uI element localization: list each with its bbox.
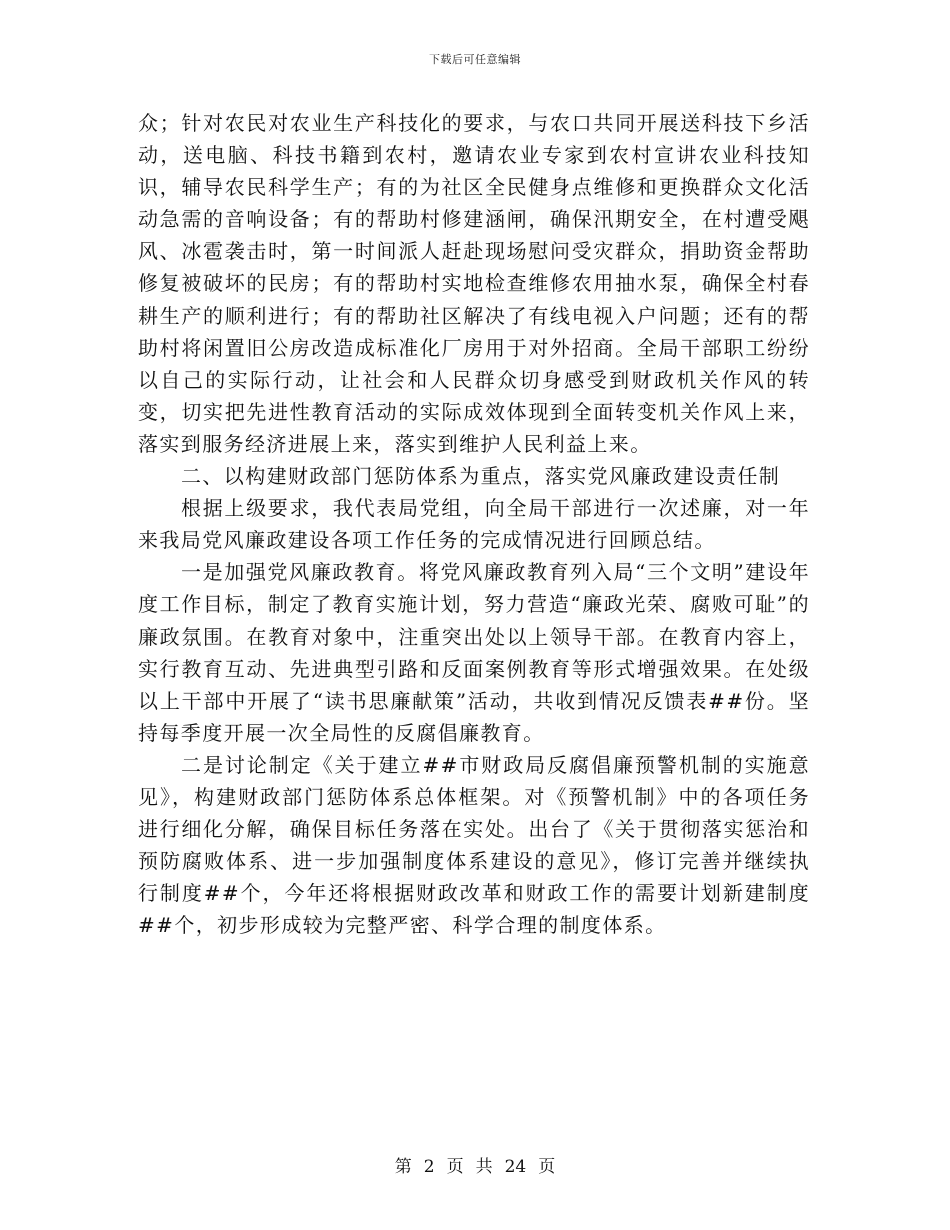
- footer-total-word: 共: [475, 1157, 493, 1177]
- document-body: [138, 107, 810, 941]
- footer-total-unit: 页: [538, 1157, 556, 1177]
- footer-page-word: 第: [394, 1157, 412, 1177]
- paragraph-item-two: 二是讨论制定《关于建立##市财政局反腐倡廉预警机制的实施意见》，构建财政部门惩防体系总体框架。对《预警机制》中的各项任务进行细化分解，确保目标任务落在实处。出台了《关于贯彻落实惩治和预防腐败体系、进一步加强制度体系建设的意见》，修订完善并继续执行制度##个，今年还将根据财政改革和财政工作的需要计划新建制度##个，初步形成较为完整严密、科学合理的制度体系。: [138, 752, 810, 938]
- paragraph-continuation: 众；针对农民对农业生产科技化的要求，与农口共同开展送科技下乡活动，送电脑、科技书籍到农村，邀请农业专家到农村宣讲农业科技知识，辅导农民科学生产；有的为社区全民健身点维修和更换群众文化活动急需的音响设备；有的帮助村修建涵闸，确保汛期安全，在村遭受飓风、冰雹袭击时，第一时间派人赶赴现场慰问受灾群众，捐助资金帮助修复被破坏的民房；有的帮助村实地检查维修农用抽水泵，确保全村春耕生产的顺利进行；有的帮助社区解决了有线电视入户问题；还有的帮助村将闲置旧公房改造成标准化厂房用于对外招商。全局干部职工纷纷以自己的实际行动，让社会和人民群众切身感受到财政机关作风的转变，切实把先进性教育活动的实际成效体现到全面转变机关作风上来，落实到服务经济进展上来，落实到维护人民利益上来。: [138, 111, 810, 456]
- paragraph-intro: 根据上级要求，我代表局党组，向全局干部进行一次述廉，对一年来我局党风廉政建设各项工作任务的完成情况进行回顾总结。: [138, 496, 810, 553]
- footer-total-pages: 24: [504, 1157, 527, 1177]
- paragraph-item-one: 一是加强党风廉政教育。将党风廉政教育列入局“三个文明”建设年度工作目标，制定了教育实施计划，努力营造“廉政光荣、腐败可耻”的廉政氛围。在教育对象中，注重突出处以上领导干部。在教育内容上，实行教育互动、先进典型引路和反面案例教育等形式增强效果。在处级以上干部中开展了“读书思廉献策”活动，共收到情况反馈表##份。坚持每季度开展一次全局性的反腐倡廉教育。: [138, 560, 810, 745]
- footer-page-unit: 页: [446, 1157, 464, 1177]
- footer-page-number: 2: [423, 1157, 435, 1177]
- page-header: 下载后可任意编辑: [429, 53, 521, 66]
- page-footer: [0, 1156, 950, 1178]
- section-heading: 二、以构建财政部门惩防体系为重点，落实党风廉政建设责任制: [181, 464, 781, 489]
